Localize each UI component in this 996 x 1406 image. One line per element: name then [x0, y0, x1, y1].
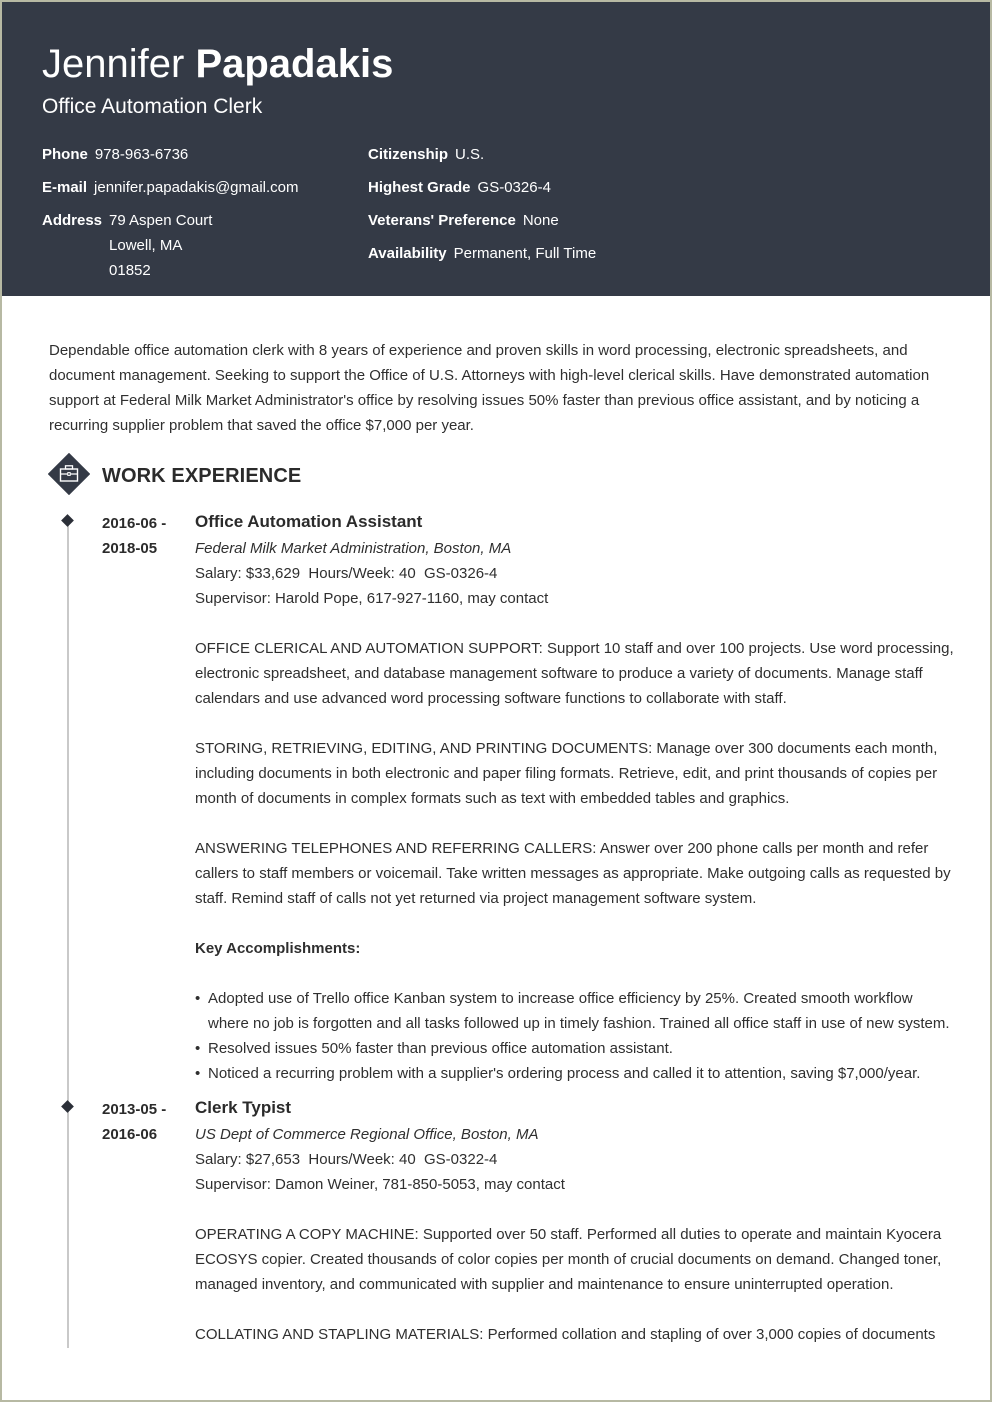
timeline-line [67, 522, 69, 1348]
contact-value: U.S. [455, 146, 485, 163]
contact-label: E-mail [42, 179, 88, 196]
resume-header [2, 2, 990, 296]
contact-label: Citizenship [368, 146, 449, 163]
contact-label: Availability [368, 245, 447, 262]
date-start: 2013-05 - [102, 1101, 167, 1118]
contact-address [42, 208, 299, 283]
job-organization: Federal Milk Market Administration, Boston, MA [195, 540, 512, 557]
briefcase-icon [48, 453, 90, 495]
contact-phone [42, 142, 299, 167]
job-duty-paragraph: STORING, RETRIEVING, EDITING, AND PRINTING DOCUMENTS: Manage over 300 documents each month, including documents in both electronic and paper filing formats. Retrieve, edit, and print thousands of copies per month of documents in complex formats such as text with embedded tables and graphics. [195, 740, 938, 807]
section-title-work-experience: WORK EXPERIENCE [102, 465, 302, 487]
job-salary: Salary: $27,653 Hours/Week: 40 GS-0322-4 [195, 1151, 498, 1168]
accomplishments-list [195, 986, 955, 1086]
address-line: 79 Aspen Court [109, 212, 213, 229]
date-end: 2016-06 [102, 1126, 158, 1143]
job-duty-paragraph: COLLATING AND STAPLING MATERIALS: Performed collation and stapling of over 3,000 copies of documents [195, 1326, 936, 1343]
contact-label: Highest Grade [368, 179, 471, 196]
job-salary: Salary: $33,629 Hours/Week: 40 GS-0326-4 [195, 565, 498, 582]
address-line: 01852 [109, 262, 151, 279]
timeline-marker [61, 514, 74, 527]
job-dates [102, 511, 192, 561]
job-title: Clerk Typist [195, 1098, 292, 1117]
contact-highest-grade [368, 175, 596, 200]
job-details [195, 1095, 955, 1347]
accomplishments-heading: Key Accomplishments: [195, 940, 361, 957]
contact-value: Permanent, Full Time [453, 245, 597, 262]
contact-value: GS-0326-4 [477, 179, 551, 196]
job-duty-paragraph: OPERATING A COPY MACHINE: Supported over 50 staff. Performed all duties to operate and maintain Kyocera ECOSYS copier. Created thousands of color copies per month of crucial documents on demand. Changed toner, managed inventory, and communicated with supplier and maintenance to ensure uninterrupted operation. [195, 1226, 942, 1293]
timeline-marker [61, 1100, 74, 1113]
accomplishment-item: • Resolved issues 50% faster than previous office automation assistant. [195, 1036, 955, 1061]
contact-citizenship [368, 142, 596, 167]
first-name: Jennifer [42, 42, 185, 86]
address-line: Lowell, MA [109, 237, 183, 254]
job-details [195, 509, 955, 1086]
contact-email [42, 175, 299, 200]
candidate-name [42, 38, 393, 90]
job-organization: US Dept of Commerce Regional Office, Boston, MA [195, 1126, 539, 1143]
date-start: 2016-06 - [102, 515, 167, 532]
contact-label: Address [42, 212, 103, 229]
contact-value: None [522, 212, 559, 229]
contact-value[interactable]: jennifer.papadakis@gmail.com [94, 179, 299, 196]
job-dates [102, 1097, 192, 1147]
job-supervisor: Supervisor: Harold Pope, 617-927-1160, may contact [195, 590, 549, 607]
job-supervisor: Supervisor: Damon Weiner, 781-850-5053, may contact [195, 1176, 565, 1193]
contact-value[interactable]: 978-963-6736 [94, 146, 189, 163]
job-duty-paragraph: ANSWERING TELEPHONES AND REFERRING CALLERS: Answer over 200 phone calls per month and refer callers to staff members or voicemail. Take written messages as appropriate. Make outgoing calls as requested by staff. Remind staff of calls not yet returned via project management software system. [195, 840, 951, 907]
accomplishment-item: • Adopted use of Trello office Kanban system to increase office efficiency by 25%. Created smooth workflow where no job is forgotten and all tasks followed up in timely fashion. Trained all office staff in use of new system. [195, 986, 955, 1036]
contact-info-left [42, 142, 299, 291]
contact-label: Veterans' Preference [368, 212, 516, 229]
contact-availability [368, 241, 596, 266]
candidate-job-title: Office Automation Clerk [42, 95, 263, 118]
contact-veterans-preference [368, 208, 596, 233]
summary-paragraph: Dependable office automation clerk with 8 years of experience and proven skills in word processing, electronic spreadsheets, and document management. Seeking to support the Office of U.S. Attorneys with high-level clerical skills. Have demonstrated automation support at Federal Milk Market Administrator's office by resolving issues 50% faster than previous office assistant, and by noticing a recurring supplier problem that saved the office $7,000 per year. [49, 342, 930, 434]
last-name: Papadakis [195, 42, 394, 86]
job-title: Office Automation Assistant [195, 512, 423, 531]
contact-label: Phone [42, 146, 88, 163]
contact-info-right [368, 142, 596, 274]
date-end: 2018-05 [102, 540, 158, 557]
accomplishment-item: • Noticed a recurring problem with a supplier's ordering process and called it to attention, saving $7,000/year. [195, 1061, 955, 1086]
job-duty-paragraph: OFFICE CLERICAL AND AUTOMATION SUPPORT: Support 10 staff and over 100 projects. Use word processing, electronic spreadsheet, and database management software to produce a variety of documents. Manage staff calendars and use advanced word processing software functions to collaborate with staff. [195, 640, 954, 707]
